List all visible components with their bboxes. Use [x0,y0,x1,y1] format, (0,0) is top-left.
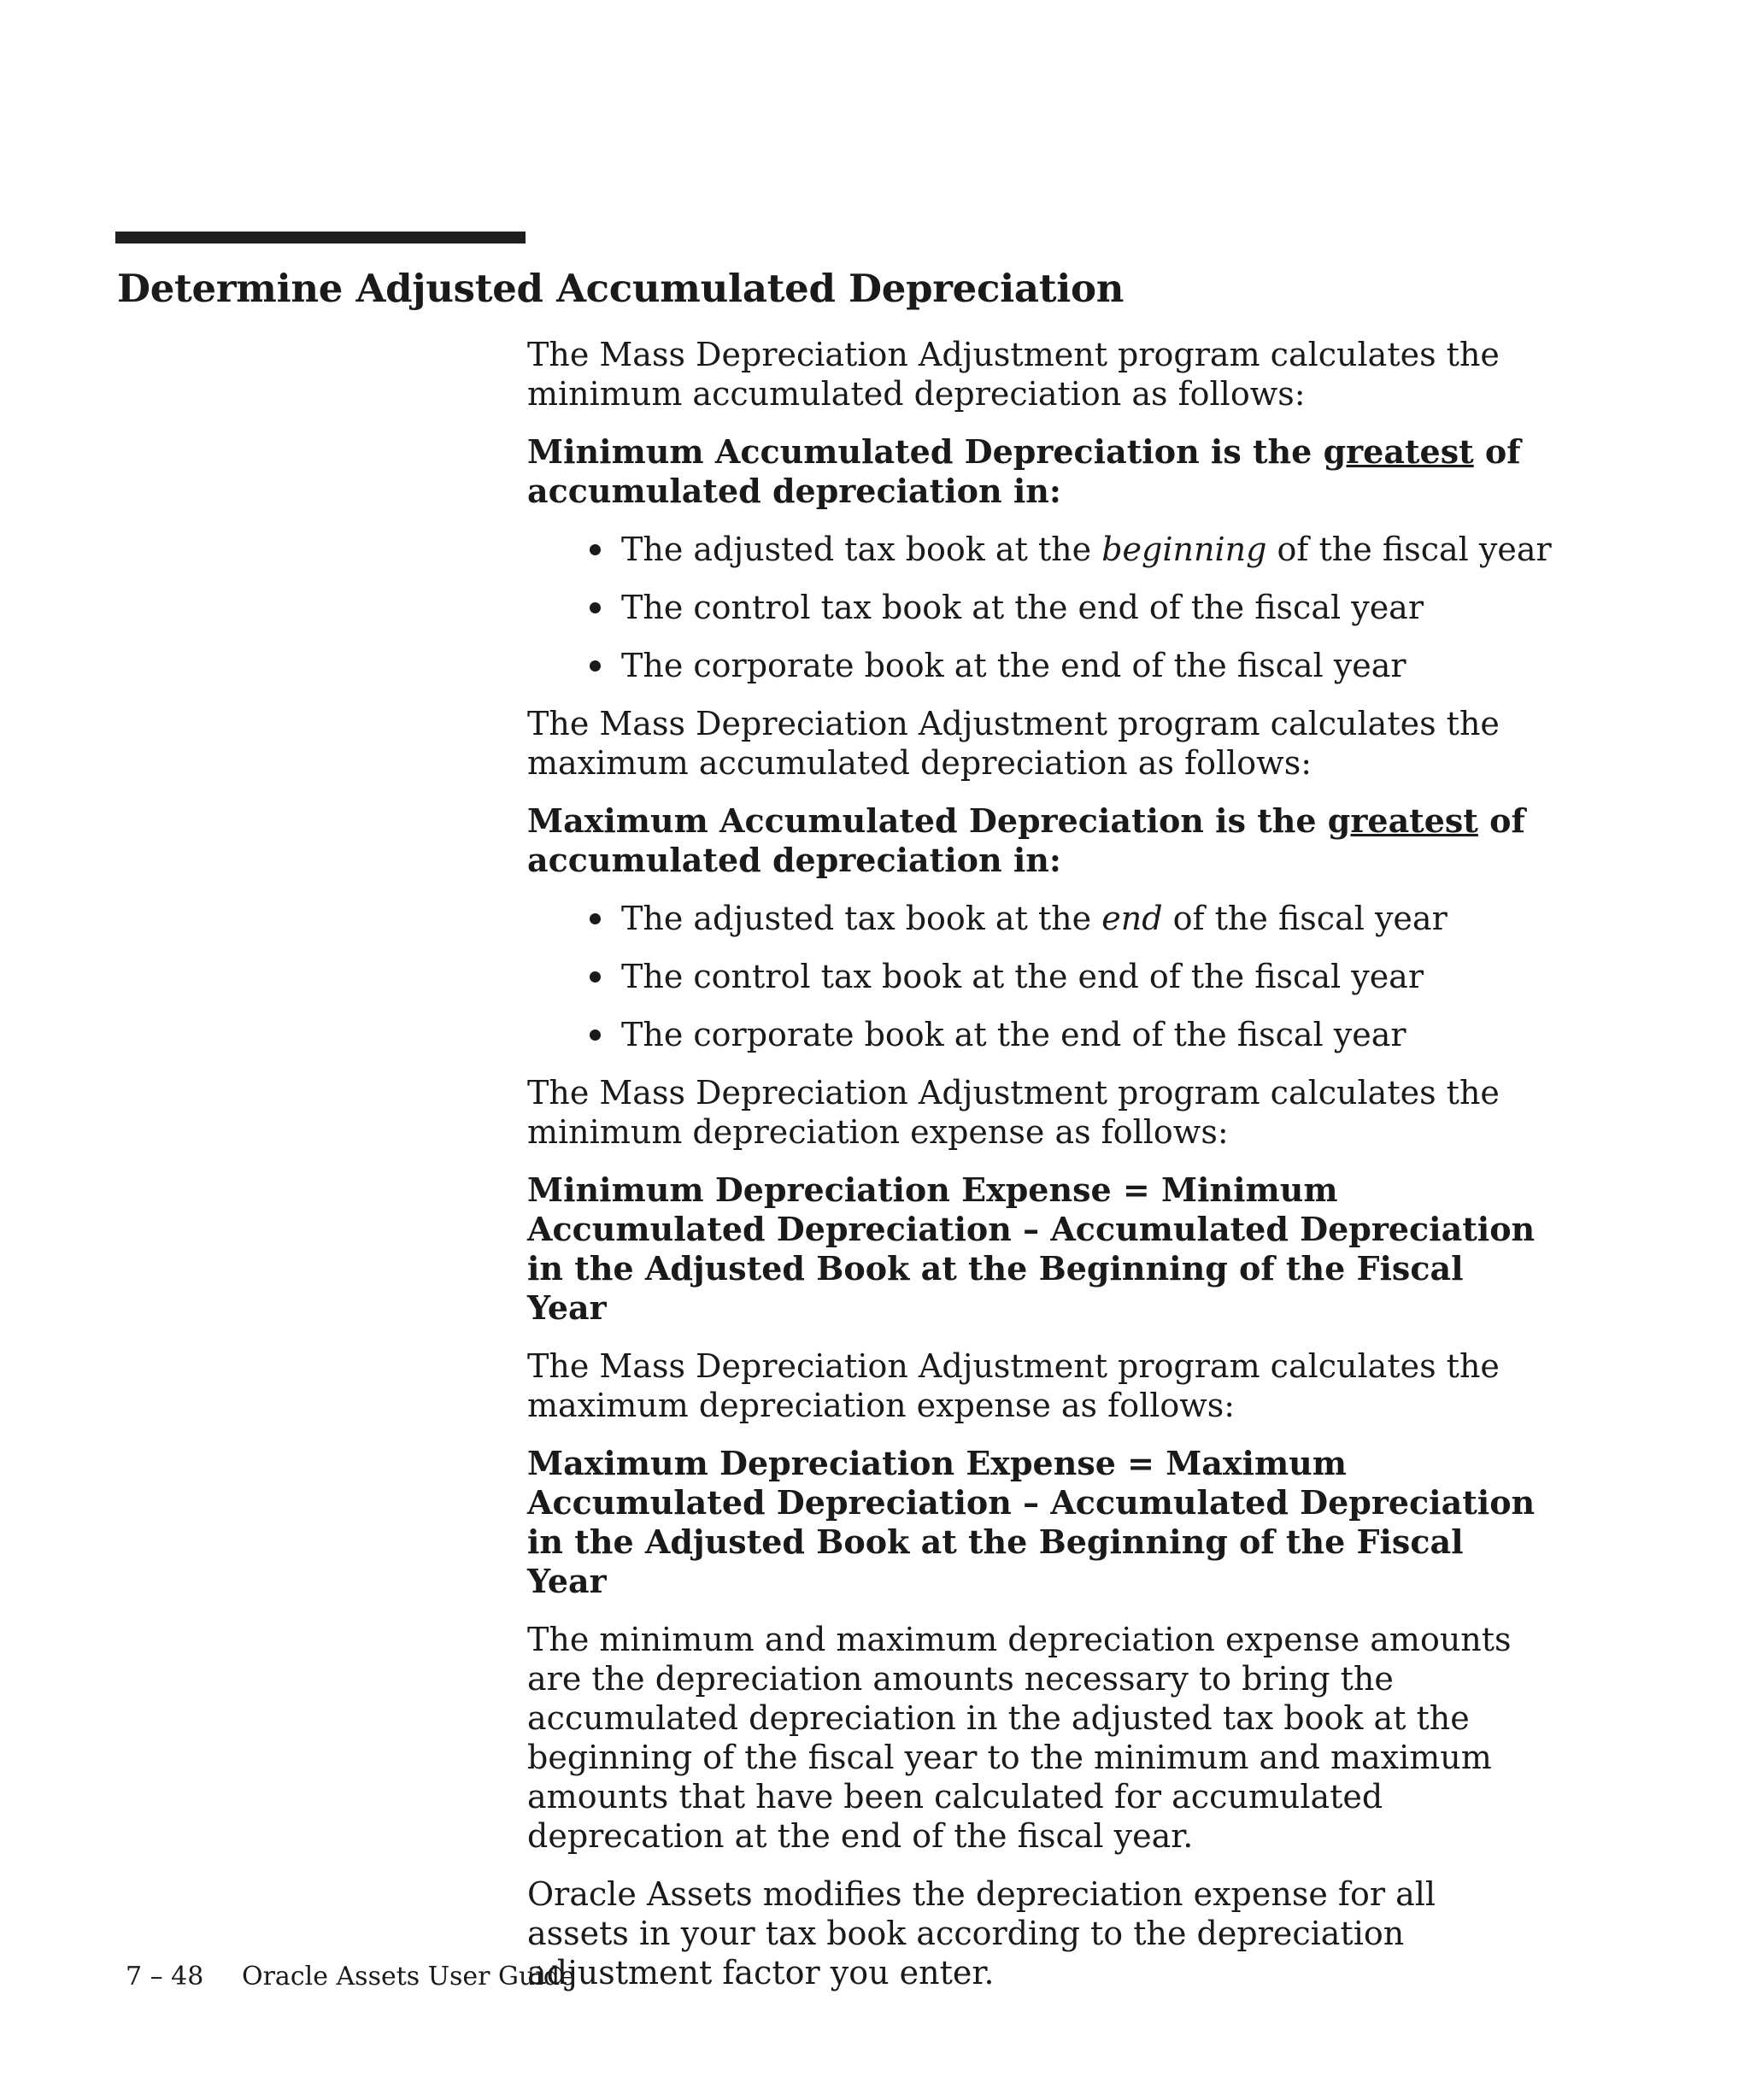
list-item-suffix: of the fiscal year [1266,531,1552,568]
page-number: 7 – 48 [126,1962,204,1991]
list-item-prefix: The adjusted tax book at the [621,531,1102,568]
bullet-icon [590,602,601,613]
bullet-icon [590,544,601,555]
bullet-icon [590,660,601,672]
list-item [527,957,1544,996]
bullet-icon [590,913,601,924]
min-accum-rule-lead: Minimum Accumulated Depreciation is the [527,432,1324,471]
min-accum-bullet-list [527,530,1552,685]
list-item-emphasis: beginning [1101,531,1267,568]
bullet-icon [590,1029,601,1041]
page-footer [126,1960,575,1994]
max-accum-bullet-list [527,899,1544,1054]
max-accum-intro-paragraph: The Mass Depreciation Adjustment program calculates the maximum accumulated depreciation as follows: [527,705,1500,782]
modifies-note-paragraph: Oracle Assets modifies the depreciation expense for all assets in your tax book according to the depreciation adjustment factor you enter. [527,1875,1436,1991]
max-accum-rule [527,801,1544,880]
min-accum-rule-emphasis: greatest [1323,432,1474,471]
min-accum-intro-paragraph: The Mass Depreciation Adjustment program calculates the minimum accumulated depreciation as follows: [527,336,1500,413]
list-item-emphasis: end [1101,900,1163,937]
max-expense-intro-paragraph: The Mass Depreciation Adjustment program calculates the maximum depreciation expense as follows: [527,1347,1500,1424]
min-accum-rule-tail: of accumulated depreciation in: [527,432,1521,510]
list-item-text: The corporate book at the end of the fiscal year [621,1016,1406,1053]
list-item [527,1015,1544,1054]
list-item [527,588,1544,627]
bullet-icon [590,971,601,983]
min-expense-intro-paragraph: The Mass Depreciation Adjustment program calculates the minimum depreciation expense as follows: [527,1074,1500,1151]
list-item-text: The control tax book at the end of the fiscal year [621,958,1424,995]
max-accum-rule-lead: Maximum Accumulated Depreciation is the [527,801,1328,840]
min-accum-rule [527,432,1544,511]
max-accum-rule-emphasis: greatest [1327,801,1478,840]
list-item [527,646,1544,685]
expense-explanation-paragraph: The minimum and maximum depreciation expense amounts are the depreciation amounts necessary to bring the accumulated depreciation in the adjusted tax book at the beginning of the fiscal year to the minimum and maximum amounts that have been calculated for accumulated deprecation at the end of the fiscal year. [527,1621,1512,1855]
list-item-text: The control tax book at the end of the fiscal year [621,589,1424,626]
section-top-rule [115,232,526,243]
list-item-prefix: The adjusted tax book at the [621,900,1102,937]
list-item-suffix: of the fiscal year [1162,900,1448,937]
max-expense-formula: Maximum Depreciation Expense = Maximum Accumulated Depreciation – Accumulated Depreciation in the Adjusted Book at the Beginning of the Fiscal Year [527,1444,1536,1600]
list-item [527,899,1544,938]
list-item [527,530,1552,569]
max-accum-rule-tail: of accumulated depreciation in: [527,801,1525,879]
list-item-text: The corporate book at the end of the fiscal year [621,647,1406,684]
section-title: Determine Adjusted Accumulated Depreciation [117,266,1125,311]
min-expense-formula: Minimum Depreciation Expense = Minimum Accumulated Depreciation – Accumulated Depreciation in the Adjusted Book at the Beginning of the Fiscal Year [527,1170,1536,1327]
book-title: Oracle Assets User Guide [242,1962,575,1991]
body-content [527,335,1552,2011]
